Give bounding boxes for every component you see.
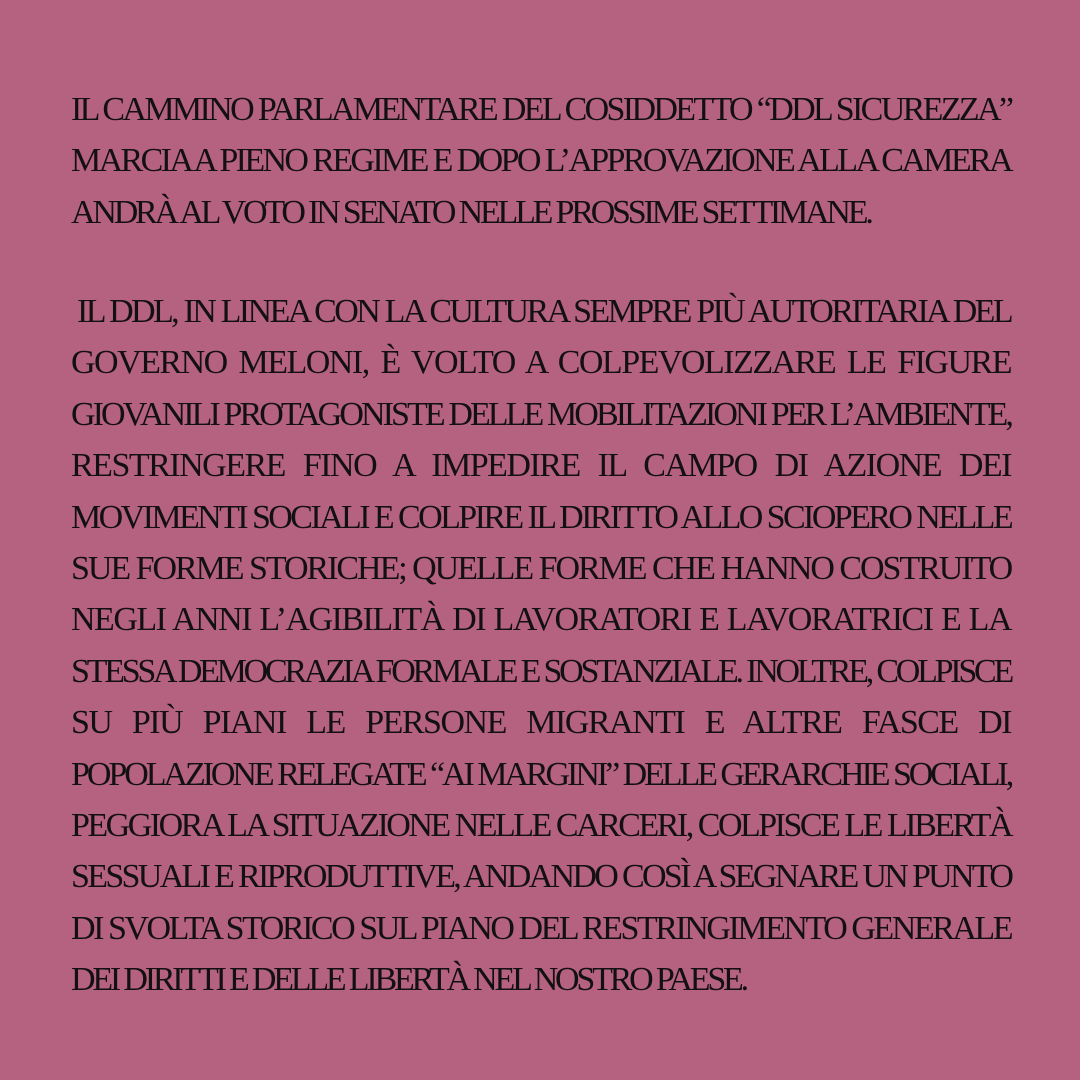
text-line: PEGGIORA LA SITUAZIONE NELLE CARCERI, COLPISCE LE LIBERTÀ: [71, 807, 1011, 845]
text-line: SESSUALI E RIPRODUTTIVE, ANDANDO COSÌ A SEGNARE UN PUNTO: [71, 858, 1012, 896]
text-line: DI SVOLTA STORICO SUL PIANO DEL RESTRINGIMENTO GENERALE: [71, 909, 1012, 947]
text-line: STESSA DEMOCRAZIA FORMALE E SOSTANZIALE. INOLTRE, COLPISCE: [71, 652, 1011, 690]
text-line: RESTRINGERE FINO A IMPEDIRE IL CAMPO DI AZIONE DEI: [71, 447, 1011, 485]
text-line: ANDRÀ AL VOTO IN SENATO NELLE PROSSIME SETTIMANE.: [71, 193, 871, 231]
text-line: SU PIÙ PIANI LE PERSONE MIGRANTI E ALTRE FASCE DI: [71, 704, 1011, 742]
text-line: IL DDL, IN LINEA CON LA CULTURA SEMPRE PIÙ AUTORITARIA DEL: [77, 293, 1011, 330]
text-line: IL CAMMINO PARLAMENTARE DEL COSIDDETTO “DDL SICUREZZA”: [71, 91, 1012, 128]
text-line: GOVERNO MELONI, È VOLTO A COLPEVOLIZZARE LE FIGURE: [71, 344, 1011, 382]
text-line: NEGLI ANNI L’AGIBILITÀ DI LAVORATORI E LAVORATRICI E LA: [71, 601, 1011, 639]
intro-paragraph: [71, 84, 1011, 238]
text-line: MOVIMENTI SOCIALI E COLPIRE IL DIRITTO ALLO SCIOPERO NELLE: [71, 498, 1011, 536]
text-line: SUE FORME STORICHE; QUELLE FORME CHE HANNO COSTRUITO: [71, 550, 1012, 588]
text-line: DEI DIRITTI E DELLE LIBERTÀ NEL NOSTRO PAESE.: [71, 961, 746, 999]
text-line: GIOVANILI PROTAGONISTE DELLE MOBILITAZIONI PER L’AMBIENTE,: [71, 395, 1011, 433]
text-line: POPOLAZIONE RELEGATE “AI MARGINI” DELLE GERARCHIE SOCIALI,: [71, 755, 1012, 793]
body-paragraph: [71, 286, 1011, 1006]
text-line: MARCIA A PIENO REGIME E DOPO L’APPROVAZIONE ALLA CAMERA: [71, 142, 1011, 180]
